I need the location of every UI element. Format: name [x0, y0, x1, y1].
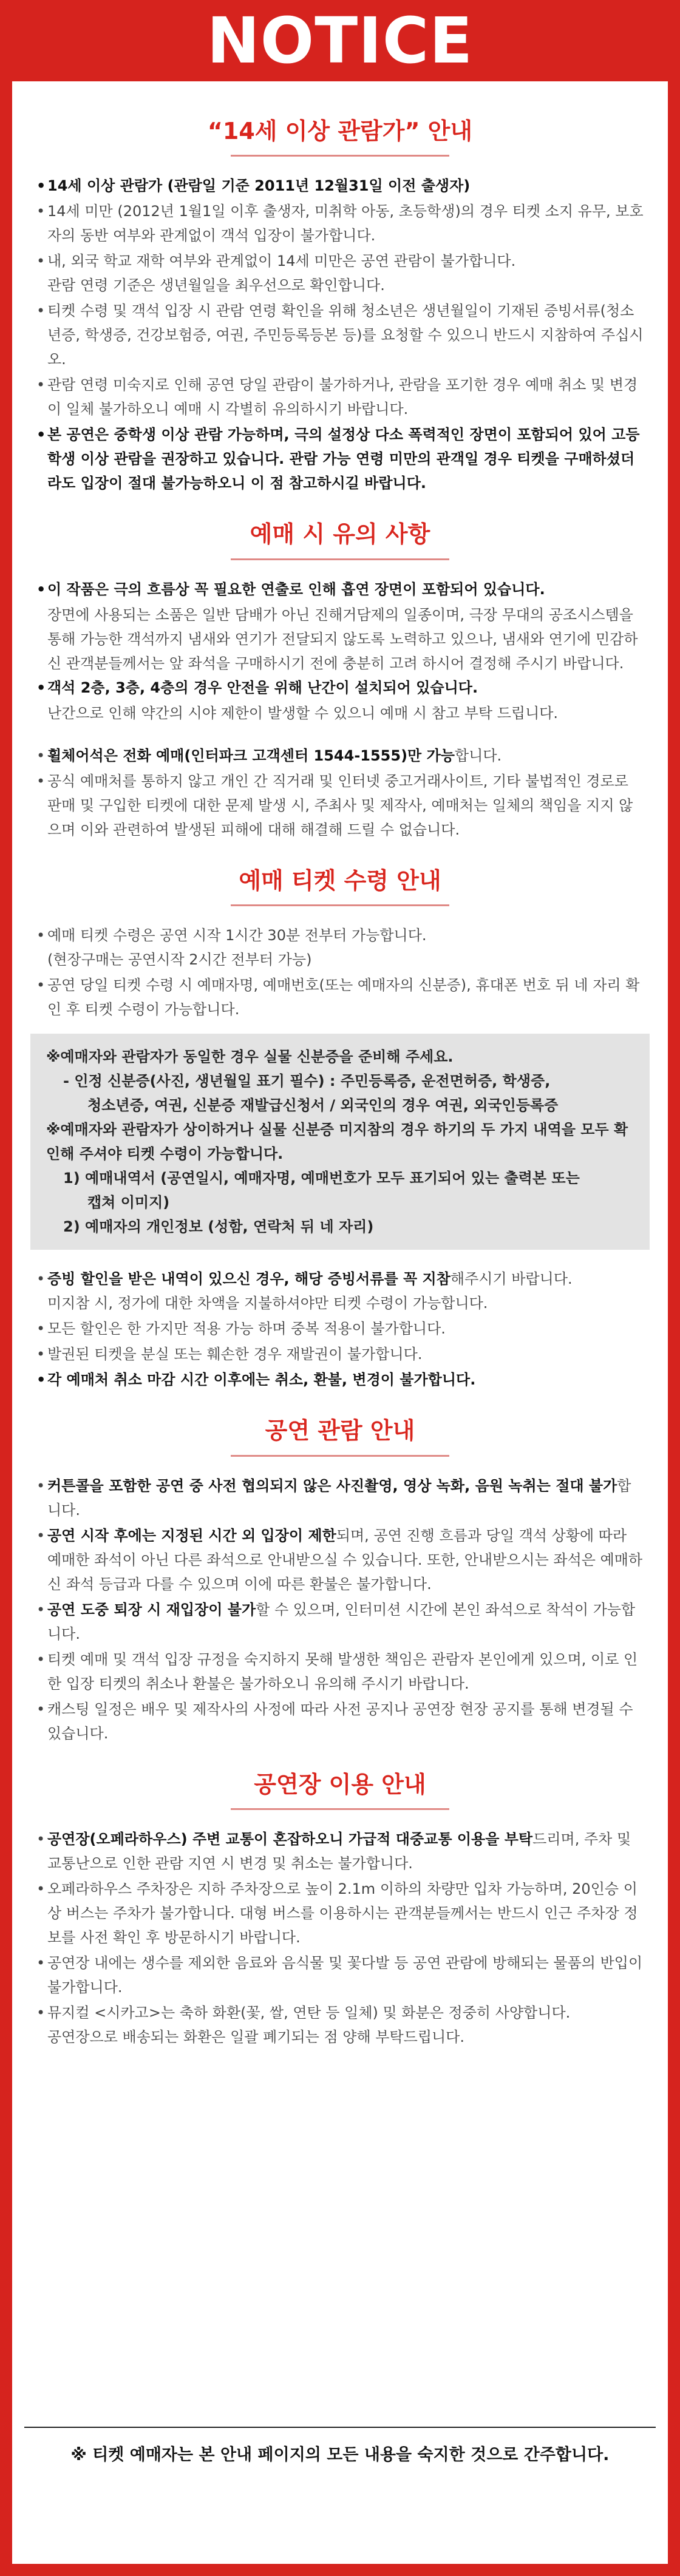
bullet-icon: •: [36, 1270, 46, 1288]
venue-list: [36, 1827, 644, 2049]
list-item: • 예매 티켓 수령은 공연 시작 1시간 30분 전부터 가능합니다. (현장구매는 공연시작 2시간 전부터 가능): [36, 923, 644, 972]
list-item: • 공연 도중 퇴장 시 재입장이 불가할 수 있으며, 인터미션 시간에 본인 좌석으로 착석이 가능합니다.: [36, 1598, 644, 1646]
list-item: • 증빙 할인을 받은 내역이 있으신 경우, 해당 증빙서류를 꼭 지참해주시기 바랍니다. 미지참 시, 정가에 대한 차액을 지불하셔야만 티켓 수령이 가능합니다.: [36, 1267, 644, 1315]
list-item: • 커튼콜을 포함한 공연 중 사전 협의되지 않은 사진촬영, 영상 녹화, 음원 녹취는 절대 불가합니다.: [36, 1474, 644, 1522]
pickup-list: [36, 923, 644, 1022]
bullet-icon: •: [36, 302, 46, 320]
list-item: • 각 예매처 취소 마감 시간 이후에는 취소, 환불, 변경이 불가합니다.: [36, 1368, 644, 1392]
footer-divider: [24, 2427, 656, 2428]
bullet-icon: •: [36, 1650, 46, 1668]
list-item: • 공연 시작 후에는 지정된 시간 외 입장이 제한되며, 공연 진행 흐름과 당일 객석 상황에 따라 예매한 좌석이 아닌 다른 좌석으로 안내받으실 수 있습니다. 또한, 안내받으시는 좌석은 예매하신 좌석 등급과 다를 수 있으며 이에 따른 환불은 불가합니다.: [36, 1524, 644, 1596]
list-item: • 모든 할인은 한 가지만 적용 가능 하며 중복 적용이 불가합니다.: [36, 1317, 644, 1341]
list-item-detail: 난간으로 인해 약간의 시야 제한이 발생할 수 있으니 예매 시 참고 부탁 드립니다.: [47, 704, 559, 722]
box-line: 1) 예매내역서 (공연일시, 예매자명, 예매번호가 모두 표기되어 있는 출력본 또는: [63, 1170, 580, 1187]
list-item: • 본 공연은 중학생 이상 관람 가능하며, 극의 설정상 다소 폭력적인 장면이 포함되어 있어 고등학생 이상 관람을 권장하고 있습니다. 관람 가능 연령 미만의 관객일 경우 티켓을 구매하셨더라도 입장이 절대 불가능하오니 이 점 참고하시길 바랍니다.: [36, 422, 644, 495]
list-item: • 공연장(오페라하우스) 주변 교통이 혼잡하오니 가급적 대중교통 이용을 부탁드리며, 주차 및 교통난으로 인한 관람 지연 시 변경 및 취소는 불가합니다.: [36, 1827, 644, 1876]
section-title-age: “14세 이상 관람가” 안내: [207, 118, 473, 144]
section-ticket-pickup: [36, 866, 644, 1392]
box-line: ※예매자와 관람자가 동일한 경우 실물 신분증을 준비해 주세요.: [46, 1048, 454, 1066]
booking-list: [36, 577, 644, 842]
bullet-icon: •: [36, 1880, 46, 1897]
notice-banner: [0, 0, 680, 81]
section-title-pickup: 예매 티켓 수령 안내: [239, 867, 441, 894]
section-divider: [231, 155, 449, 157]
box-line: - 인정 신분증(사진, 생년월일 표기 필수) : 주민등록증, 운전면허증, 학생증,: [63, 1073, 551, 1090]
box-line: 2) 예매자의 개인정보 (성함, 연락처 뒤 네 자리): [63, 1218, 374, 1236]
section-booking-notes: [36, 520, 644, 841]
list-item: • 14세 이상 관람가 (관람일 기준 2011년 12월31일 이전 출생자): [36, 174, 644, 198]
bullet-icon: •: [36, 203, 46, 220]
section-viewing: [36, 1416, 644, 1745]
section-title-viewing: 공연 관람 안내: [265, 1417, 415, 1445]
section-title-booking: 예매 시 유의 사항: [250, 521, 430, 548]
list-item-detail: 장면에 사용되는 소품은 일반 담배가 아닌 진해거담제의 일종이며, 극장 무대의 공조시스템을 통해 가능한 객석까지 냄새와 연기가 전달되지 않도록 노력하고 있으나, 냄새와 연기에 민감하신 관객분들께서는 앞 좌석을 구매하시기 전에 충분히 고려 하시어 결정해 주시기 바랍니다.: [47, 606, 638, 672]
list-item: • 내, 외국 학교 재학 여부와 관계없이 14세 미만은 공연 관람이 불가합니다. 관람 연령 기준은 생년월일을 최우선으로 확인합니다.: [36, 249, 644, 297]
list-item: • 티켓 예매 및 객석 입장 규정을 숙지하지 못해 발생한 책임은 관람자 본인에게 있으며, 이로 인한 입장 티켓의 취소나 환불은 불가하오니 유의해 주시기 바랍니다.: [36, 1647, 644, 1696]
bullet-icon: •: [36, 2004, 46, 2021]
bullet-icon: •: [36, 1830, 46, 1848]
list-item: • 관람 연령 미숙지로 인해 공연 당일 관람이 불가하거나, 관람을 포기한 경우 예매 취소 및 변경이 일체 불가하오니 예매 시 각별히 유의하시기 바랍니다.: [36, 373, 644, 421]
bullet-icon: •: [36, 927, 46, 944]
pickup-list-2: [36, 1267, 644, 1392]
bullet-icon: •: [36, 977, 46, 994]
list-spacer: [36, 725, 644, 744]
bullet-icon: •: [36, 426, 46, 444]
list-item: • 객석 2층, 3층, 4층의 경우 안전을 위해 난간이 설치되어 있습니다.: [36, 676, 644, 700]
bullet-icon: •: [36, 679, 46, 696]
bullet-icon: •: [36, 1320, 46, 1338]
age-list: [36, 174, 644, 495]
section-divider: [231, 1455, 449, 1457]
bullet-icon: •: [36, 1527, 46, 1544]
section-divider: [231, 1808, 449, 1810]
list-item: • 공연장 내에는 생수를 제외한 음료와 음식물 및 꽃다발 등 공연 관람에 방해되는 물품의 반입이 불가합니다.: [36, 1951, 644, 1999]
bullet-icon: •: [36, 1954, 46, 1971]
list-item: • 휠체어석은 전화 예매(인터파크 고객센터 1544-1555)만 가능합니다.: [36, 744, 644, 768]
bullet-icon: •: [36, 177, 46, 195]
bullet-icon: •: [36, 253, 46, 270]
bullet-icon: •: [36, 1477, 46, 1494]
section-venue: [36, 1770, 644, 2049]
bullet-icon: •: [36, 580, 46, 598]
section-age-rating: [36, 117, 644, 495]
footer-note: ※ 티켓 예매자는 본 안내 페이지의 모든 내용을 숙지한 것으로 간주합니다.: [70, 2446, 610, 2464]
viewing-list: [36, 1474, 644, 1746]
box-line: 캡쳐 이미지): [87, 1194, 170, 1212]
list-item: • 14세 미만 (2012년 1월1일 이후 출생자, 미취학 아동, 초등학생)의 경우 티켓 소지 유무, 보호자의 동반 여부와 관계없이 객석 입장이 불가합니다.: [36, 199, 644, 248]
notice-panel: [12, 81, 668, 2564]
list-item: • 공식 예매처를 통하지 않고 개인 간 직거래 및 인터넷 중고거래사이트, 기타 불법적인 경로로 판매 및 구입한 티켓에 대한 문제 발생 시, 주최사 및 제작사, 예매처는 일체의 책임을 지지 않으며 이와 관련하여 발생된 피해에 대해 해결해 드릴 수 없습니다.: [36, 769, 644, 842]
section-title-venue: 공연장 이용 안내: [254, 1771, 426, 1798]
list-item: • 발권된 티켓을 분실 또는 훼손한 경우 재발권이 불가합니다.: [36, 1342, 644, 1366]
box-line: 청소년증, 여권, 신분증 재발급신청서 / 외국인의 경우 여권, 외국인등록증: [87, 1097, 559, 1114]
list-item: • 오페라하우스 주차장은 지하 주차장으로 높이 2.1m 이하의 차량만 입차 가능하며, 20인승 이상 버스는 주차가 불가합니다. 대형 버스를 이용하시는 관객분들께서는 반드시 인근 주차장 정보를 사전 확인 후 방문하시기 바랍니다.: [36, 1877, 644, 1950]
list-item: • 티켓 수령 및 객석 입장 시 관람 연령 확인을 위해 청소년은 생년월일이 기재된 증빙서류(청소년증, 학생증, 건강보험증, 여권, 주민등록등본 등)를 요청할 수 있으니 반드시 지참하여 주십시오.: [36, 299, 644, 371]
bullet-icon: •: [36, 747, 46, 764]
section-divider: [231, 904, 449, 906]
notice-title: NOTICE: [206, 4, 474, 78]
list-item: • 이 작품은 극의 흐름상 꼭 필요한 연출로 인해 흡연 장면이 포함되어 있습니다.: [36, 577, 644, 602]
id-requirements-box: [30, 1034, 650, 1250]
bullet-icon: •: [36, 1700, 46, 1718]
bullet-icon: •: [36, 1346, 46, 1363]
list-item: • 공연 당일 티켓 수령 시 예매자명, 예매번호(또는 예매자의 신분증), 휴대폰 번호 뒤 네 자리 확인 후 티켓 수령이 가능합니다.: [36, 973, 644, 1022]
bullet-icon: •: [36, 772, 46, 790]
bullet-icon: •: [36, 376, 46, 394]
section-divider: [231, 558, 449, 560]
box-line: ※예매자와 관람자가 상이하거나 실물 신분증 미지참의 경우 하기의 두 가지 내역을 모두 확인해 주셔야 티켓 수령이 가능합니다.: [46, 1121, 628, 1163]
bullet-icon: •: [36, 1371, 46, 1389]
bullet-icon: •: [36, 1601, 46, 1618]
list-item: • 캐스팅 일정은 배우 및 제작사의 사정에 따라 사전 공지나 공연장 현장 공지를 통해 변경될 수 있습니다.: [36, 1697, 644, 1746]
list-item: • 뮤지컬 <시카고>는 축하 화환(꽃, 쌀, 연탄 등 일체) 및 화분은 정중히 사양합니다. 공연장으로 배송되는 화환은 일괄 폐기되는 점 양해 부탁드립니다.: [36, 2001, 644, 2049]
